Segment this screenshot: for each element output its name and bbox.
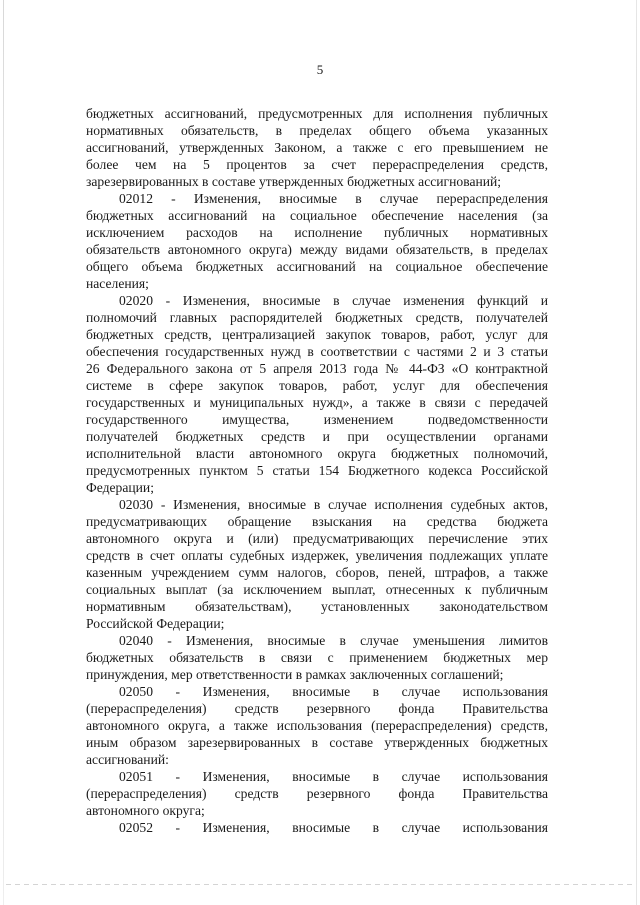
- text-line: предусмотренных пунктом 5 статьи 154 Бюджетного кодекса Российской: [86, 463, 548, 478]
- text-line: (перераспределения) средств резервного фонда Правительства: [86, 701, 548, 716]
- text-line: (перераспределения) средств резервного фонда Правительства: [86, 786, 548, 801]
- text-line: 02050 - Изменения, вносимые в случае использования: [119, 684, 548, 699]
- text-line: ассигнований, утвержденных Законом, а также с его превышением не: [86, 140, 548, 155]
- text-line: зарезервированных в составе утвержденных бюджетных ассигнований;: [86, 174, 502, 189]
- text-line: иным образом зарезервированных в составе утвержденных бюджетных: [86, 735, 548, 750]
- text-line: 26 Федерального закона от 5 апреля 2013 года № 44-ФЗ «О контрактной: [86, 361, 548, 376]
- text-line: 02020 - Изменения, вносимые в случае изменения функций и: [119, 293, 548, 308]
- text-line: социальных выплат (за исключением выплат, отнесенных к публичным: [86, 582, 548, 597]
- document-body: [86, 105, 548, 836]
- text-line: государственных и муниципальных нужд», а также в связи с передачей: [86, 395, 548, 410]
- text-line: бюджетных ассигнований на социальное обеспечение населения (за: [86, 208, 548, 223]
- text-line: автономного округа;: [86, 803, 205, 818]
- text-line: казенным учреждением сумм налогов, сборов, пеней, штрафов, а также: [86, 565, 548, 580]
- text-line: автономного округа, а также использования (перераспределения) средств,: [86, 718, 548, 733]
- text-line: обеспечения государственных нужд в соответствии с частями 2 и 3 статьи: [86, 344, 548, 359]
- text-line: автономного округа и (или) предусматривающих перечисление этих: [86, 531, 548, 546]
- text-line: нормативных обязательств, в пределах общего объема указанных: [86, 123, 548, 138]
- text-line: Федерации;: [86, 480, 154, 495]
- text-line: 02040 - Изменения, вносимые в случае уменьшения лимитов: [119, 633, 548, 648]
- text-line: исполнительной власти автономного округа бюджетных полномочий,: [86, 446, 548, 461]
- text-line: нормативным обязательствам), установленных законодательством: [86, 599, 548, 614]
- page-number: 5: [316, 62, 324, 77]
- text-line: 02052 - Изменения, вносимые в случае использования: [119, 820, 548, 835]
- text-line: бюджетных обязательств в связи с применением бюджетных мер: [86, 650, 548, 665]
- text-line: более чем на 5 процентов за счет перераспределения средств,: [86, 157, 548, 172]
- text-line: 02012 - Изменения, вносимые в случае перераспределения: [119, 191, 548, 206]
- text-line: системе в сфере закупок товаров, работ, услуг для обеспечения: [86, 378, 548, 393]
- text-line: населения;: [86, 276, 149, 291]
- text-line: бюджетных средств, централизацией закупок товаров, работ, услуг для: [86, 327, 548, 342]
- page-edge-right: [636, 0, 637, 905]
- text-line: Российской Федерации;: [86, 616, 225, 631]
- text-line: ассигнований:: [86, 752, 169, 767]
- text-line: средств в счет оплаты судебных издержек, увеличения подлежащих уплате: [86, 548, 548, 563]
- text-line: государственного имущества, изменением подведомственности: [86, 412, 548, 427]
- text-line: обязательств автономного округа) между видами обязательств, в пределах: [86, 242, 548, 257]
- text-line: полномочий главных распорядителей бюджетных средств, получателей: [86, 310, 548, 325]
- text-line: 02051 - Изменения, вносимые в случае использования: [119, 769, 548, 784]
- text-line: бюджетных ассигнований, предусмотренных для исполнения публичных: [86, 106, 548, 121]
- page-edge-left: [3, 0, 4, 905]
- text-line: 02030 - Изменения, вносимые в случае исполнения судебных актов,: [119, 497, 548, 512]
- text-line: предусматривающих обращение взыскания на средства бюджета: [86, 514, 548, 529]
- text-line: общего объема бюджетных ассигнований на социальное обеспечение: [86, 259, 548, 274]
- text-line: принуждения, мер ответственности в рамках заключенных соглашений;: [86, 667, 504, 682]
- text-line: получателей бюджетных средств и при осуществлении органами: [86, 429, 548, 444]
- text-line: исключением расходов на исполнение публичных нормативных: [86, 225, 548, 240]
- scan-artifact-line: [6, 884, 634, 885]
